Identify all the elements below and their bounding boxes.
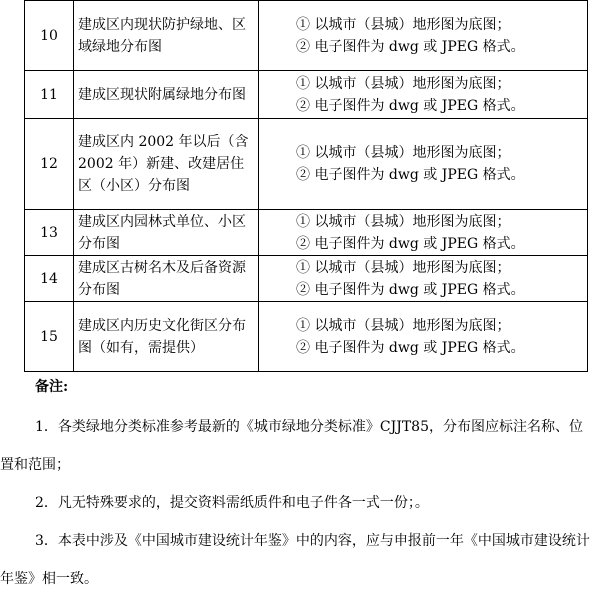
requirement-format: ② 电子图件为 dwg 或 JPEG 格式。 — [296, 97, 525, 114]
item-name: 建成区内园林式单位、小区分布图 — [74, 210, 259, 256]
requirement-basemap: ① 以城市（县城）地形图为底图； — [296, 145, 511, 161]
requirements — [259, 302, 588, 372]
item-name: 建成区内 2002 年以后（含 2002 年）新建、改建居住区（小区）分布图 — [74, 119, 259, 210]
requirement-format: ② 电子图件为 dwg 或 JPEG 格式。 — [296, 38, 525, 55]
requirement-format: ② 电子图件为 dwg 或 JPEG 格式。 — [296, 235, 525, 252]
requirement-basemap: ① 以城市（县城）地形图为底图； — [296, 259, 511, 276]
note-item-1: 1．各类绿地分类标准参考最新的《城市绿地分类标准》CJJT85，分布图应标注名称、位置和范围； — [0, 419, 583, 473]
table-row — [25, 119, 588, 210]
requirement-format: ② 电子图件为 dwg 或 JPEG 格式。 — [296, 167, 525, 183]
requirement-format: ② 电子图件为 dwg 或 JPEG 格式。 — [296, 339, 525, 356]
row-number: 13 — [25, 210, 74, 256]
requirements — [259, 71, 588, 119]
requirement-basemap: ① 以城市（县城）地形图为底图； — [296, 75, 511, 92]
item-name: 建成区古树名木及后备资源分布图 — [74, 256, 259, 302]
requirement-format: ② 电子图件为 dwg 或 JPEG 格式。 — [296, 281, 525, 298]
requirement-basemap: ① 以城市（县城）地形图为底图； — [296, 16, 511, 33]
requirements — [259, 119, 588, 210]
requirement-basemap: ① 以城市（县城）地形图为底图； — [296, 213, 511, 230]
note-item-3: 3．本表中涉及《中国城市建设统计年鉴》中的内容，应与申报前一年《中国城市建设统计年鉴》相一致。 — [0, 533, 590, 587]
requirements — [259, 210, 588, 256]
note-item-2: 2．凡无特殊要求的，提交资料需纸质件和电子件各一式一份；。 — [35, 495, 429, 511]
materials-table — [24, 0, 588, 372]
row-number: 10 — [25, 1, 74, 71]
requirements — [259, 256, 588, 302]
requirements — [259, 1, 588, 71]
table-row — [25, 210, 588, 256]
table-row — [25, 256, 588, 302]
row-number: 12 — [25, 119, 74, 210]
item-name: 建成区现状附属绿地分布图 — [74, 71, 259, 119]
table-row — [25, 71, 588, 119]
row-number: 15 — [25, 302, 74, 372]
table-row — [25, 1, 588, 71]
row-number: 14 — [25, 256, 74, 302]
row-number: 11 — [25, 71, 74, 119]
item-name: 建成区内历史文化街区分布图（如有，需提供） — [74, 302, 259, 372]
table-row — [25, 302, 588, 372]
requirement-basemap: ① 以城市（县城）地形图为底图； — [296, 317, 511, 334]
item-name: 建成区内现状防护绿地、区域绿地分布图 — [74, 1, 259, 71]
notes-title: 备注: — [35, 379, 69, 395]
